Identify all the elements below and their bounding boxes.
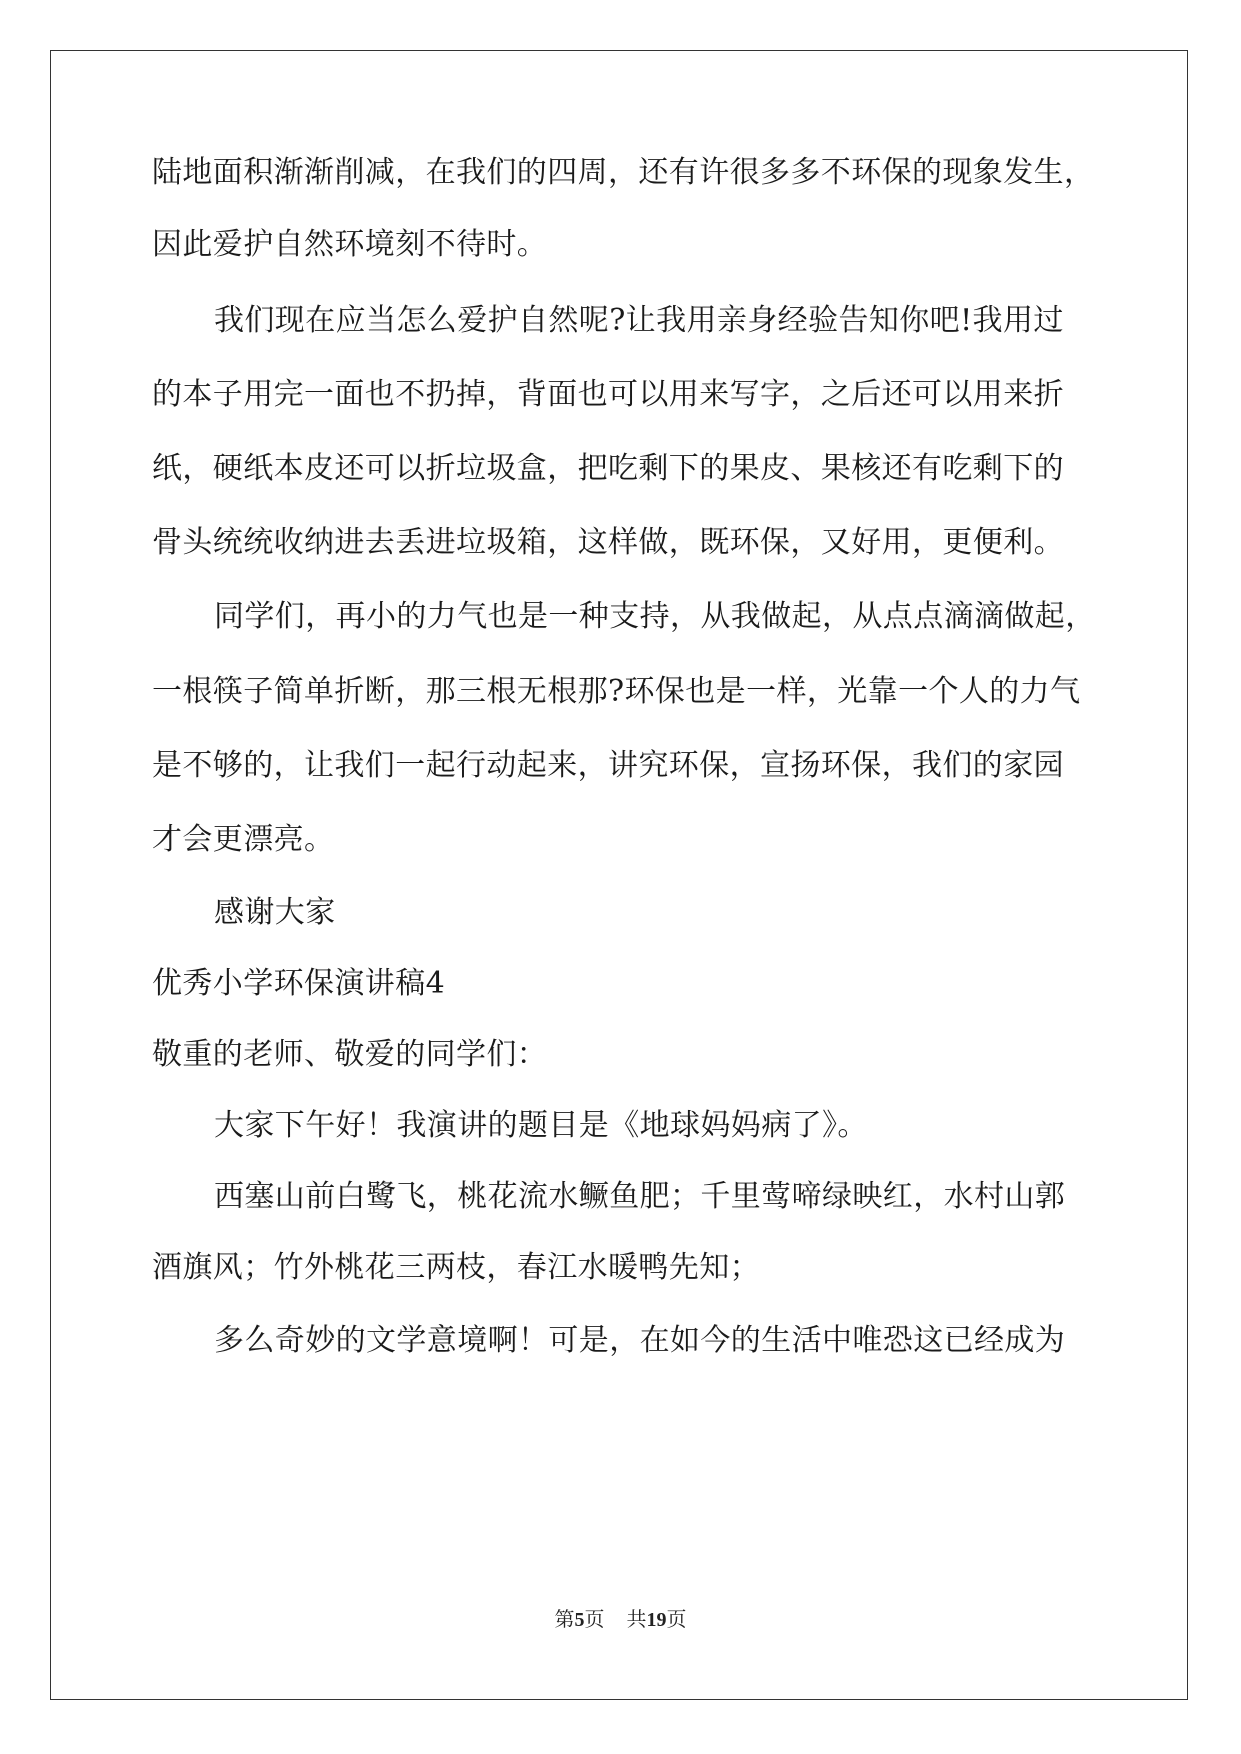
footer-prefix: 第 (554, 1607, 575, 1631)
salutation: 敬重的老师、敬爱的同学们： (152, 1037, 548, 1072)
text-line-7: 同学们，再小的力气也是一种支持，从我做起，从点点滴滴做起， (214, 599, 1096, 634)
page-footer (0, 1606, 1241, 1633)
text-line-5: 纸，硬纸本皮还可以折垃圾盒，把吃剩下的果皮、果核还有吃剩下的 (152, 451, 1064, 486)
closing-line: 感谢大家 (214, 895, 336, 930)
page-frame (50, 50, 1188, 1700)
text-line-15: 西塞山前白鹭飞，桃花流水鳜鱼肥；千里莺啼绿映红，水村山郭 (214, 1179, 1066, 1214)
text-line-4: 的本子用完一面也不扔掉，背面也可以用来写字，之后还可以用来折 (152, 377, 1064, 412)
text-line-17: 多么奇妙的文学意境啊！可是，在如今的生活中唯恐这已经成为 (214, 1323, 1066, 1358)
text-line-10: 才会更漂亮。 (152, 822, 335, 857)
footer-total-suffix: 页 (666, 1607, 687, 1631)
text-line-1: 陆地面积渐渐削减，在我们的四周，还有许很多多不环保的现象发生， (152, 155, 1095, 190)
text-line-9: 是不够的，让我们一起行动起来，讲究环保，宣扬环保，我们的家园 (152, 748, 1064, 783)
text-line-3: 我们现在应当怎么爱护自然呢?让我用亲身经验告知你吧!我用过 (214, 303, 1064, 338)
text-line-6: 骨头统统收纳进去丢进垃圾箱，这样做，既环保，又好用，更便利。 (152, 525, 1064, 560)
text-line-2: 因此爱护自然环境刻不待时。 (152, 227, 548, 262)
text-line-14: 大家下午好！我演讲的题目是《地球妈妈病了》。 (214, 1108, 868, 1143)
section-title: 优秀小学环保演讲稿4 (152, 966, 446, 1001)
text-line-16: 酒旗风；竹外桃花三两枝，春江水暖鸭先知； (152, 1250, 760, 1285)
current-page-number: 5 (574, 1609, 585, 1631)
total-pages-number: 19 (646, 1609, 667, 1631)
footer-page-suffix: 页 (584, 1607, 605, 1631)
footer-total-prefix: 共 (626, 1607, 647, 1631)
text-line-8: 一根筷子简单折断，那三根无根那?环保也是一样，光靠一个人的力气 (152, 674, 1081, 709)
